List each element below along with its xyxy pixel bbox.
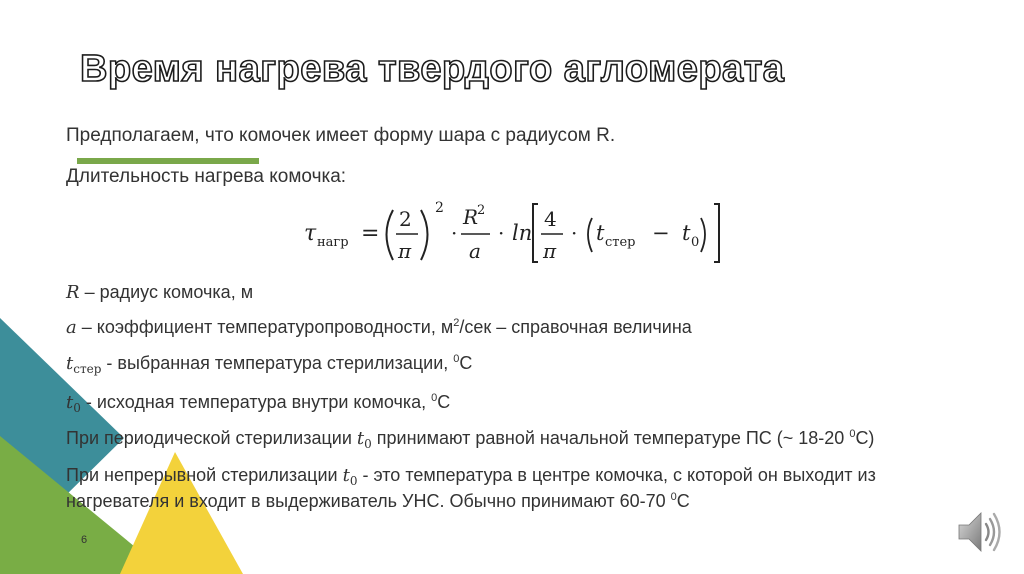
formula-a: a xyxy=(469,239,481,263)
def-t-ster-symbol: t xyxy=(66,353,74,374)
periodic-unit: С) xyxy=(855,428,875,448)
speaker-icon[interactable] xyxy=(955,507,1005,557)
formula-r: R xyxy=(463,205,479,229)
continuous-line2: нагревателя и входит в выдерживатель УНС. Обычно принимают 60-70 xyxy=(66,491,671,511)
formula-two: 2 xyxy=(399,207,412,231)
def-t0-symbol: t xyxy=(66,392,74,413)
def-t0 xyxy=(66,392,450,415)
def-radius-symbol: R xyxy=(66,282,80,303)
continuous-text-line2 xyxy=(66,491,690,512)
formula-dot-3: · xyxy=(571,221,578,245)
def-t0-sup: 0 xyxy=(431,392,438,404)
def-t-ster-unit: С xyxy=(459,353,473,373)
def-t-ster xyxy=(66,353,472,376)
page-number: 6 xyxy=(81,534,88,546)
continuous-post: - это температура в центре комочка, с которой он выходит из xyxy=(357,465,876,485)
def-diffusivity-text: – коэффициент температуропроводности, м xyxy=(76,317,454,337)
def-diffusivity xyxy=(66,317,692,338)
def-radius xyxy=(66,282,253,303)
continuous-text xyxy=(66,465,876,488)
def-t-ster-sup: 0 xyxy=(453,353,460,365)
continuous-pre: При непрерывной стерилизации xyxy=(66,465,343,485)
formula-exponent: 2 xyxy=(435,200,444,216)
formula-t0: t xyxy=(682,221,691,245)
periodic-pre: При периодической стерилизации xyxy=(66,428,357,448)
def-t-ster-sub: стер xyxy=(73,362,102,376)
formula-t0-sub: 0 xyxy=(691,235,700,250)
formula-minus: − xyxy=(652,221,670,245)
formula-pi: π xyxy=(398,239,412,263)
def-diffusivity-sup: 2 xyxy=(453,317,460,329)
formula-four: 4 xyxy=(544,207,557,231)
formula-t-ster: t xyxy=(596,221,605,245)
def-t0-sub: 0 xyxy=(73,401,81,415)
periodic-post: принимают равной начальной температуре ПС (~ 18-20 xyxy=(371,428,850,448)
continuous-sub: 0 xyxy=(349,474,358,488)
heating-time-formula xyxy=(300,196,740,266)
formula-t-ster-sub: стер xyxy=(605,235,636,250)
formula-equals: = xyxy=(361,221,380,246)
formula-tau-sub: нагр xyxy=(317,235,349,250)
def-t-ster-text: - выбранная температура стерилизации, xyxy=(101,353,454,373)
def-diffusivity-symbol: a xyxy=(66,317,77,338)
title-accent-bar xyxy=(77,158,259,164)
formula-tau: τ xyxy=(304,221,317,246)
intro-text: Предполагаем, что комочек имеет форму шара с радиусом R. xyxy=(66,125,616,146)
slide-title: Время нагрева твердого агломерата xyxy=(80,48,785,90)
formula-dot-2: · xyxy=(498,221,505,245)
formula-dot-1: · xyxy=(451,221,458,245)
duration-label: Длительность нагрева комочка: xyxy=(66,166,347,187)
def-t0-text: - исходная температура внутри комочка, xyxy=(80,392,432,412)
periodic-sup: 0 xyxy=(849,428,856,440)
periodic-sub: 0 xyxy=(364,437,372,451)
continuous-symbol: t xyxy=(342,465,350,486)
periodic-symbol: t xyxy=(356,428,365,449)
formula-ln: ln xyxy=(512,221,533,245)
def-radius-text: – радиус комочка, м xyxy=(79,282,254,302)
formula-pi-2: π xyxy=(543,239,557,263)
periodic-text xyxy=(66,428,874,451)
continuous-sup: 0 xyxy=(670,491,677,503)
def-t0-unit: С xyxy=(437,392,451,412)
continuous-unit: С xyxy=(676,491,690,511)
def-diffusivity-tail: /сек – справочная величина xyxy=(459,317,692,337)
formula-r-exp: 2 xyxy=(477,203,486,218)
